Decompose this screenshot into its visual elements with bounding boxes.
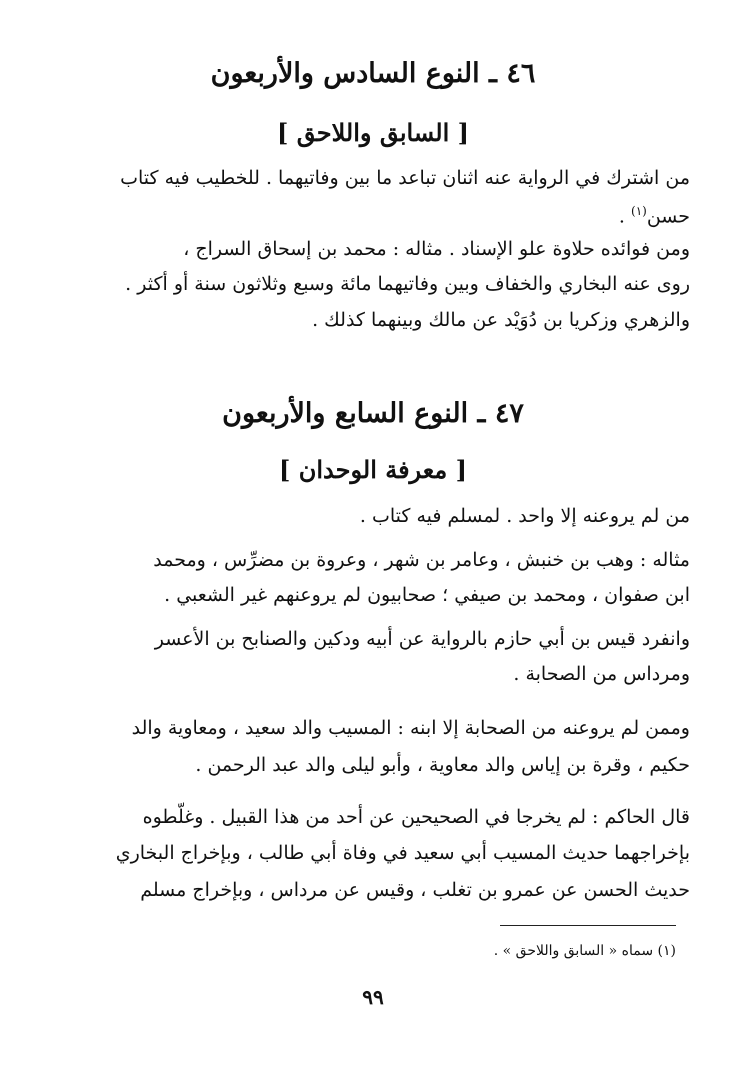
footnote: (١) سماه « السابق واللاحق » . [493, 943, 676, 959]
paragraph-line: ابن صفوان ، ومحمد بن صيفي ؛ صحابيون لم يروعنهم غير الشعبي . [164, 584, 690, 606]
paragraph-line: من لم يروعنه إلا واحد . لمسلم فيه كتاب . [359, 505, 690, 527]
footnote-marker[interactable]: (١) [631, 204, 647, 218]
paragraph-line: حكيم ، وقرة بن إياس والد معاوية ، وأبو ليلى والد عبد الرحمن . [195, 754, 690, 776]
paragraph-line: حديث الحسن عن عمرو بن تغلب ، وقيس عن مرداس ، وبإخراج مسلم [140, 879, 690, 901]
page-number: ٩٩ [362, 985, 384, 1009]
paragraph-line: من اشترك في الرواية عنه اثنان تباعد ما بين وفاتيهما . للخطيب فيه كتاب [120, 167, 690, 189]
paragraph-line: وانفرد قيس بن أبي حازم بالرواية عن أبيه ودكين والصنابح بن الأعسر [154, 628, 690, 650]
paragraph-line: ومرداس من الصحابة . [513, 663, 690, 685]
footnote-divider [500, 925, 676, 926]
paragraph-line: بإخراجهما حديث المسيب أبي سعيد في وفاة أبي طالب ، وبإخراج البخاري [115, 842, 690, 864]
paragraph-line: مثاله : وهب بن خنبش ، وعامر بن شهر ، وعروة بن مضرِّس ، ومحمد [153, 549, 690, 571]
section-46-title: ٤٦ ـ النوع السادس والأربعون [210, 58, 536, 89]
paragraph-line: وممن لم يروعنه من الصحابة إلا ابنه : المسيب والد سعيد ، ومعاوية والد [131, 717, 690, 739]
section-47-subtitle: [ معرفة الوحدان ] [279, 455, 467, 484]
paragraph-text: حسن [646, 205, 690, 228]
paragraph-line: والزهري وزكريا بن دُوَيْد عن مالك وبينهما كذلك . [312, 309, 690, 331]
paragraph-line: روى عنه البخاري والخفاف وبين وفاتيهما مائة وسبع وثلاثون سنة أو أكثر . [125, 273, 690, 295]
section-47-title: ٤٧ ـ النوع السابع والأربعون [222, 398, 524, 429]
paragraph-line [54, 196, 690, 231]
paragraph-text: . [618, 205, 631, 228]
section-46-subtitle: [ السابق واللاحق ] [277, 118, 469, 147]
paragraph-line: قال الحاكم : لم يخرجا في الصحيحين عن أحد من هذا القبيل . وغلّطوه [142, 806, 690, 828]
paragraph-line: ومن فوائده حلاوة علو الإسناد . مثاله : محمد بن إسحاق السراج ، [183, 238, 690, 260]
